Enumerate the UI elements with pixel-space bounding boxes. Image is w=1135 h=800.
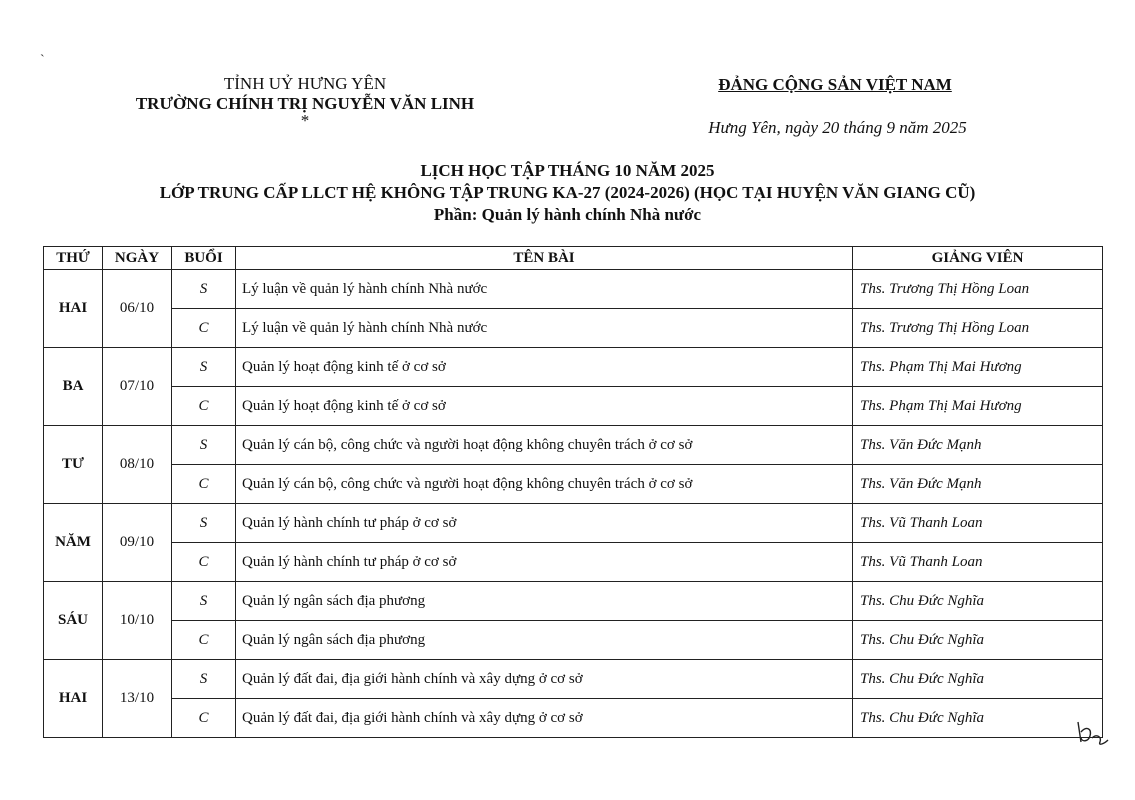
day-cell: SÁU (44, 582, 103, 660)
session-cell: C (172, 699, 236, 738)
date-cell: 13/10 (103, 660, 172, 738)
org-name: TRƯỜNG CHÍNH TRỊ NGUYỄN VĂN LINH (135, 94, 475, 113)
lesson-cell: Lý luận về quản lý hành chính Nhà nước (236, 309, 853, 348)
date-cell: 07/10 (103, 348, 172, 426)
table-row (44, 426, 1103, 465)
lecturer-cell: Ths. Vũ Thanh Loan (853, 504, 1103, 543)
lesson-cell: Quản lý cán bộ, công chức và người hoạt động không chuyên trách ở cơ sở (236, 465, 853, 504)
lecturer-cell: Ths. Văn Đức Mạnh (853, 426, 1103, 465)
session-cell: S (172, 504, 236, 543)
table-row (44, 465, 1103, 504)
lesson-cell: Quản lý đất đai, địa giới hành chính và xây dựng ở cơ sở (236, 660, 853, 699)
session-cell: C (172, 387, 236, 426)
title-line-1: LỊCH HỌC TẬP THÁNG 10 NĂM 2025 (420, 161, 715, 180)
col-header-lecturer: GIẢNG VIÊN (853, 247, 1103, 270)
table-row (44, 387, 1103, 426)
table-row (44, 309, 1103, 348)
lecturer-cell: Ths. Phạm Thị Mai Hương (853, 348, 1103, 387)
party-header: ĐẢNG CỘNG SẢN VIỆT NAM (718, 75, 952, 94)
col-header-date: NGÀY (103, 247, 172, 270)
lesson-cell: Quản lý ngân sách địa phương (236, 621, 853, 660)
document-title (0, 160, 1135, 226)
lesson-cell: Quản lý hành chính tư pháp ở cơ sở (236, 504, 853, 543)
table-row (44, 270, 1103, 309)
org-header (105, 74, 505, 128)
table-row (44, 543, 1103, 582)
date-cell: 06/10 (103, 270, 172, 348)
session-cell: C (172, 621, 236, 660)
lesson-cell: Lý luận về quản lý hành chính Nhà nước (236, 270, 853, 309)
table-row (44, 621, 1103, 660)
lecturer-cell: Ths. Chu Đức Nghĩa (853, 621, 1103, 660)
session-cell: S (172, 348, 236, 387)
date-line: Hưng Yên, ngày 20 tháng 9 năm 2025 (708, 118, 967, 137)
session-cell: C (172, 543, 236, 582)
date-cell: 08/10 (103, 426, 172, 504)
lesson-cell: Quản lý hoạt động kinh tế ở cơ sở (236, 387, 853, 426)
table-header-row (44, 247, 1103, 270)
lecturer-cell: Ths. Trương Thị Hồng Loan (853, 270, 1103, 309)
lecturer-cell: Ths. Trương Thị Hồng Loan (853, 309, 1103, 348)
title-line-2: LỚP TRUNG CẤP LLCT HỆ KHÔNG TẬP TRUNG KA-27 (2024-2026) (HỌC TẠI HUYỆN VĂN GIANG CŨ) (159, 183, 976, 202)
day-cell: BA (44, 348, 103, 426)
date-cell: 09/10 (103, 504, 172, 582)
title-line-3: Phần: Quản lý hành chính Nhà nước (433, 205, 702, 224)
table-row (44, 348, 1103, 387)
lecturer-cell: Ths. Vũ Thanh Loan (853, 543, 1103, 582)
day-cell: HAI (44, 660, 103, 738)
org-parent: TỈNH UỶ HƯNG YÊN (223, 74, 387, 93)
table-row (44, 504, 1103, 543)
lecturer-cell: Ths. Văn Đức Mạnh (853, 465, 1103, 504)
lecturer-cell: Ths. Chu Đức Nghĩa (853, 582, 1103, 621)
table-row (44, 699, 1103, 738)
lesson-cell: Quản lý hành chính tư pháp ở cơ sở (236, 543, 853, 582)
lesson-cell: Quản lý ngân sách địa phương (236, 582, 853, 621)
day-cell: HAI (44, 270, 103, 348)
col-header-lesson: TÊN BÀI (236, 247, 853, 270)
schedule-table (43, 246, 1103, 738)
day-cell: NĂM (44, 504, 103, 582)
col-header-session: BUỔI (172, 247, 236, 270)
table-row (44, 582, 1103, 621)
table-row (44, 660, 1103, 699)
lecturer-cell: Ths. Phạm Thị Mai Hương (853, 387, 1103, 426)
stray-mark: ` (40, 53, 45, 68)
lecturer-cell: Ths. Chu Đức Nghĩa (853, 699, 1103, 738)
session-cell: S (172, 426, 236, 465)
lesson-cell: Quản lý cán bộ, công chức và người hoạt động không chuyên trách ở cơ sở (236, 426, 853, 465)
day-cell: TƯ (44, 426, 103, 504)
col-header-day: THỨ (44, 247, 103, 270)
session-cell: S (172, 582, 236, 621)
lesson-cell: Quản lý đất đai, địa giới hành chính và xây dựng ở cơ sở (236, 699, 853, 738)
session-cell: C (172, 465, 236, 504)
session-cell: S (172, 270, 236, 309)
org-asterisk: * (300, 111, 310, 130)
session-cell: S (172, 660, 236, 699)
lecturer-cell: Ths. Chu Đức Nghĩa (853, 660, 1103, 699)
session-cell: C (172, 309, 236, 348)
handwritten-initials (1072, 718, 1112, 748)
date-cell: 10/10 (103, 582, 172, 660)
lesson-cell: Quản lý hoạt động kinh tế ở cơ sở (236, 348, 853, 387)
